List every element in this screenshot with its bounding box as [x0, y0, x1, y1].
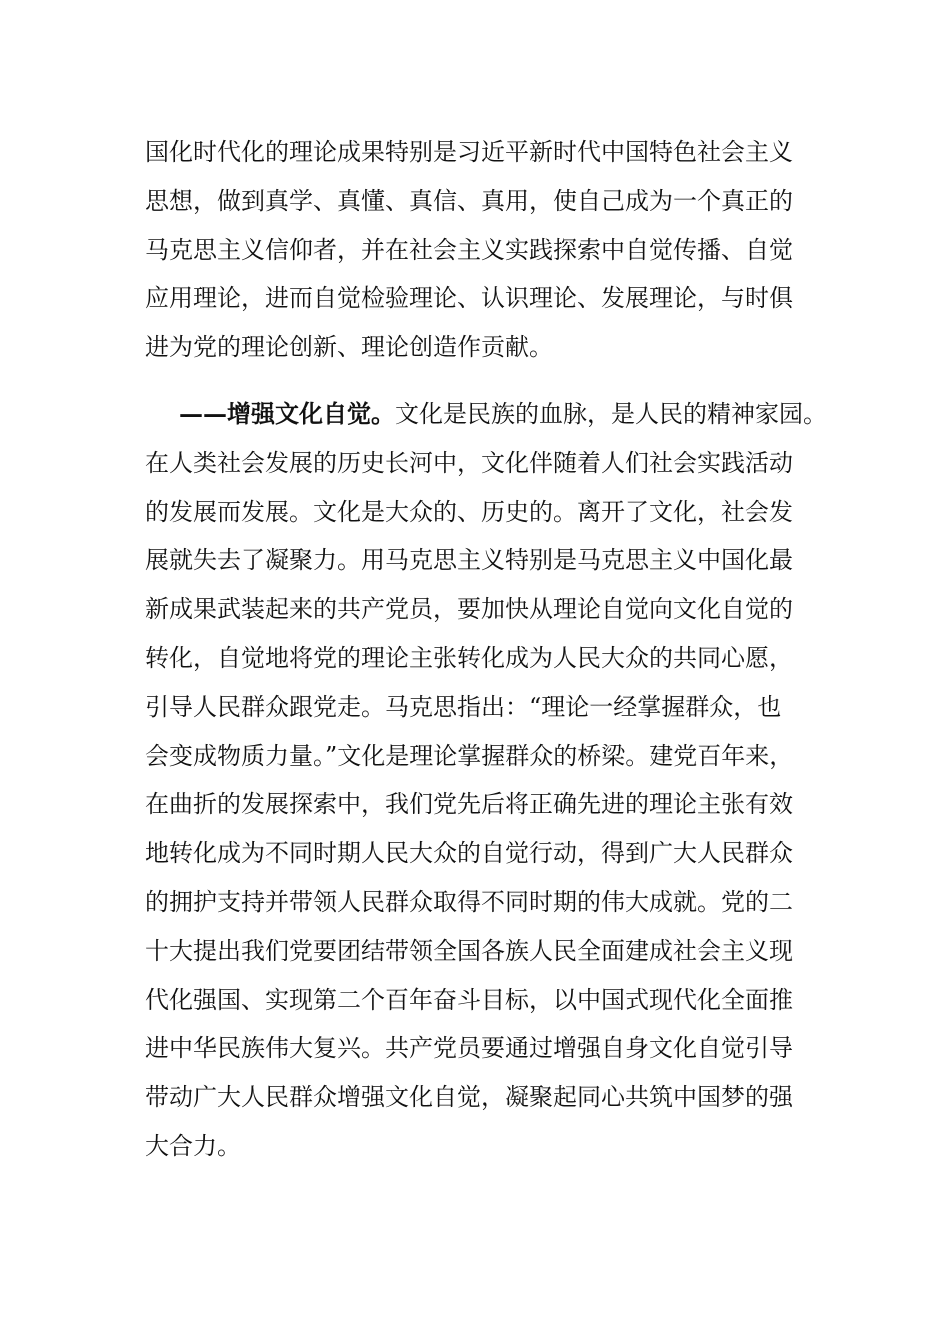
paragraph-line: 应用理论，进而自觉检验理论、认识理论、发展理论，与时俱 [145, 284, 793, 313]
paragraph-first-line [145, 390, 825, 439]
paragraph-line: 在人类社会发展的历史长河中，文化伴随着人们社会实践活动 [145, 448, 793, 477]
paragraph-line: 转化，自觉地将党的理论主张转化成为人民大众的共同心愿， [145, 643, 793, 672]
first-line-text: 文化是民族的血脉，是人民的精神家园。 [395, 400, 827, 428]
paragraph-line: 在曲折的发展探索中，我们党先后将正确先进的理论主张有效 [145, 790, 793, 819]
paragraph-line: 的拥护支持并带领人民群众取得不同时期的伟大成就。党的二 [145, 887, 793, 916]
paragraph-line: 十大提出我们党要团结带领全国各族人民全面建成社会主义现 [145, 936, 793, 965]
section-lead-heading: ——增强文化自觉。 [179, 399, 395, 428]
paragraph-line: 新成果武装起来的共产党员，要加快从理论自觉向文化自觉的 [145, 595, 793, 624]
paragraph-line: 思想，做到真学、真懂、真信、真用，使自己成为一个真正的 [145, 186, 793, 215]
paragraph-line: 的发展而发展。文化是大众的、历史的。离开了文化，社会发 [145, 497, 793, 526]
paragraph-line: 引导人民群众跟党走。马克思指出：“理论一经掌握群众，也 [145, 692, 782, 721]
paragraph-line: 国化时代化的理论成果特别是习近平新时代中国特色社会主义 [145, 138, 793, 166]
paragraph-line: 大合力。 [145, 1131, 241, 1160]
paragraph-line: 进中华民族伟大复兴。共产党员要通过增强自身文化自觉引导 [145, 1034, 793, 1063]
paragraph-line: 地转化成为不同时期人民大众的自觉行动，得到广大人民群众 [145, 839, 793, 868]
paragraph-line: 马克思主义信仰者，并在社会主义实践探索中自觉传播、自觉 [145, 235, 793, 264]
paragraph-continuation [145, 128, 825, 372]
paragraph-cultural-consciousness [145, 390, 825, 1171]
paragraph-line: 带动广大人民群众增强文化自觉，凝聚起同心共筑中国梦的强 [145, 1083, 793, 1112]
paragraph-line: 进为党的理论创新、理论创造作贡献。 [145, 333, 553, 362]
paragraph-line: 会变成物质力量。”文化是理论掌握群众的桥梁。建党百年来， [145, 741, 794, 770]
paragraph-line: 代化强国、实现第二个百年奋斗目标，以中国式现代化全面推 [145, 985, 793, 1014]
paragraph-line: 展就失去了凝聚力。用马克思主义特别是马克思主义中国化最 [145, 546, 793, 575]
